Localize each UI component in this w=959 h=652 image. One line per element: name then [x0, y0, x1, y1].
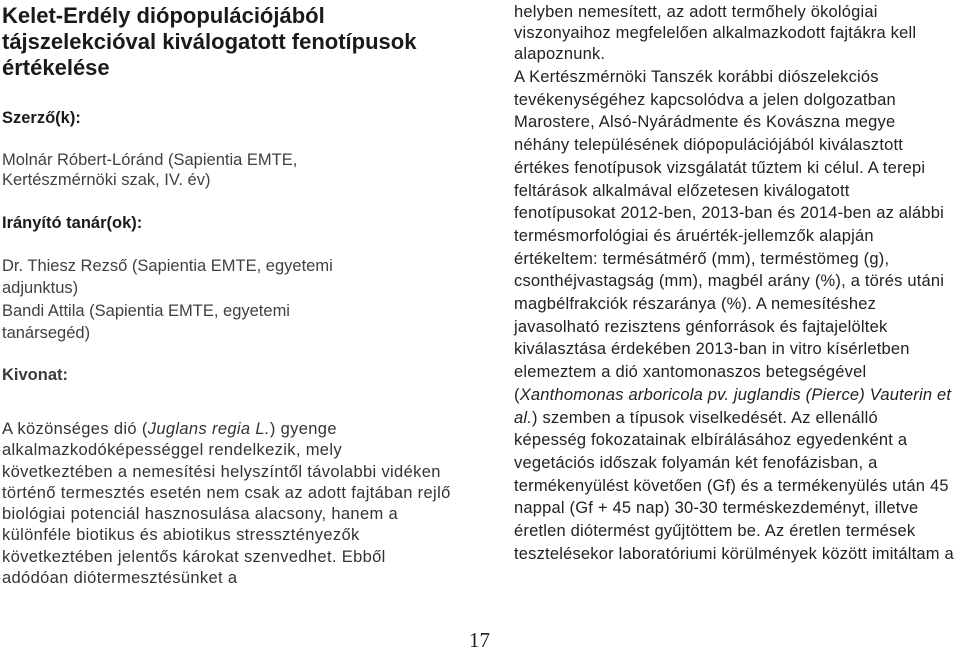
paper-title: Kelet-Erdély diópopulációjából tájszelekcióval kiválogatott fenotípusok értékelése [2, 3, 417, 80]
abstract-italic-run: Xanthomonas arboricola pv. juglandis (Pierce) Vauterin et al. [514, 385, 952, 427]
supervisor-line: Bandi Attila (Sapientia EMTE, egyetemi [2, 302, 290, 320]
right-column [514, 0, 954, 565]
supervisors-block [2, 256, 452, 343]
abstract-right-main [514, 66, 954, 565]
supervisor-line: adjunktus) [2, 279, 79, 297]
abstract-text-run: A Kertészmérnöki Tanszék korábbi diószelekciós tevékenységéhez kapcsolódva a jelen dolgozatban Marostere, Alsó-Nyárádmente és Kovászna megye néhány településének diópopulációjából kiválasztott értékes fenotípusok vizsgálatát tűztem ki célul. A terepi feltárások alkalmával előzetesen kiválogatott fenotípusokat 2012-ben, 2013-ban és 2014-ben az alábbi termésmorfológiai és áruérték-jellemzők alapján értékeltem: termésátmérő (mm), terméstömeg (g), csonthéjvastagság (mm), magbél arány (%), a törés utáni magbélfrakciók részaránya (%). A nemesítéshez javasolható rezisztens génforrások és fajtajelöltek kiválasztása érdekében 2013-ban in vitro kísérletben elemeztem a dió xantomonaszos betegségével ( [514, 68, 945, 404]
abstract-italic-run: Juglans regia L. [147, 420, 270, 438]
abstract-text-run: ) szemben a típusok viselkedését. Az ellenálló képesség fokozatainak elbírálásához egyedenként a vegetációs időszak folyamán két fenofázisban, a termékenyülést követően (Gf) és a termékenyülés után 45 nappal (Gf + 45 nap) 30-30 terméskezdeményt, illetve éretlen diótermést gyűjtöttem be. Az éretlen termések tesztelésekor laboratóriumi körülmények között imitáltam a [514, 408, 954, 563]
page-number: 17 [469, 628, 490, 652]
abstract-heading: Kivonat: [2, 366, 68, 384]
author-line: Kertészmérnöki szak, IV. év) [2, 171, 211, 189]
abstract-right-intro: helyben nemesített, az adott termőhely ökológiai viszonyaihoz megfelelően alkalmazkodott fajtákra kell alapoznunk. [514, 3, 917, 63]
supervisors-heading: Irányító tanár(ok): [2, 214, 143, 232]
abstract-text-run: ) gyenge alkalmazkodóképességgel rendelkezik, mely következtében a nemesítési helyszíntől távolabbi vidéken történő termesztés esetén nem csak az adott fajtában rejlő biológiai potenciál hasznosulása alacsony, hanem a különféle biotikus és abiotikus stressztényezők következtében jelentős károkat szenvedhet. Ebből adódóan diótermesztésünket a [2, 420, 451, 588]
abstract-text-run: A közönséges dió ( [2, 420, 148, 438]
abstract-left-paragraph [2, 419, 452, 589]
authors-block [2, 150, 452, 190]
left-column [2, 0, 452, 589]
supervisor-line: tanársegéd) [2, 324, 91, 342]
supervisor-line: Dr. Thiesz Rezső (Sapientia EMTE, egyetemi [2, 257, 333, 275]
author-line: Molnár Róbert-Lóránd (Sapientia EMTE, [2, 151, 298, 169]
authors-heading: Szerző(k): [2, 109, 81, 127]
